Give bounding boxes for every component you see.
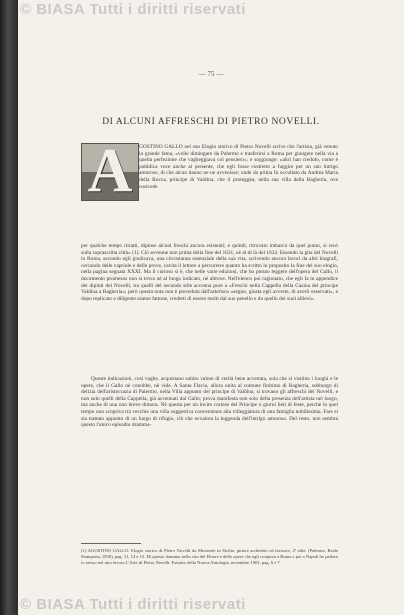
article-heading: DI ALCUNI AFFRESCHI DI PIETRO NOVELLI. bbox=[102, 117, 320, 127]
watermark-top: © BIASA Tutti i diritti riservati bbox=[20, 1, 246, 18]
decorated-initial bbox=[81, 143, 139, 201]
paragraph-intro: GOSTINO GALLO nel suo Elogio storico di Pietro Novelli scrive che l'artista, già venuto in grande fama, «volle dimingare da Palermo e trasferirsi a Roma per giungere nella via a quella perfezione che vagheggiava col pensiero»; e soggiunge: «altri han creduto, come è pubblica voce anche al presente, che egli fosse costretto a fuggire per un suo intrigo amoroso, di che alcun danno ne ne avvenisse; onde da prima fu occultato da Andrea Maria della Rocca, principe di Valdina, che il proteggea, nella sua villa della Bagheria, ove cosicede bbox=[139, 144, 338, 190]
page-number: — 75 — bbox=[198, 70, 224, 78]
paragraph-continuation: per qualche tempo ritratti, dipinse alcuni freschi ancora esistenti; e quindi, ritrovato imbarco da quel punto, si recò sulla soprascritta città» (1). Ciò avvenne non prima della fine del 1631, nè al di là del 1632. Essendo la gita del Novelli in Roma, secondo egli giudicava, una circostanza essenziale della sua vita, scrivendo ancora lavori da altri biografi, cercando delle capriole e delle prove, cavita il lettore a percorrere quanto ha scritto in proposito la fine del suo elogio, nella pagina segnata XXXI. Ma il curioso si è, che nelle varie edizioni, che ho potuto leggere dell'opera del Gallo, il documento promesso non si trova nè al luogo indicato, nè altrove. Nell'elenco poi ragionato, che egli fa in appendice dei dipinti del Novelli, tra quelli del secondo stile accenna pure a «Freschi nella Cappella della Casina del principe Valdina a Bagheria»; però questa nota non è preceduta dall'asterisco «segno, giusta egli avverte, di averli osservati», e dopo replicato e diligente esame fattone, credetti di essere molti dal suo penello e da quello dei suoi allievi». bbox=[81, 243, 338, 302]
paragraph-second: Queste indicazioni, così vaghe, acquistano subito valore di verità bene accertata, sola che si visitino i luoghi e le opere, che il Gallo nè conobbe, nè vide. A Santa Flavia, allora unita al comune finitimo di Bagheria, sobborgo di delizia dell'aristocrazia di Palermo, nella Villa appunto del principe di Valdina, si trovano gli affreschi del Novelli, e non solo quelli della Cappella, già accennati dal Gallo; prova manifesta non solo della presenza dell'artista nel luogo, ma anche di una non breve dimora. Nè questa per un invito cortese del Principe o giorni lieti di feste, perchè in quel tempo non scopriva tra vecchie una villa suggestiva convenienze alla villeggiatura di una famiglia nobilissima. Fare si sia trattato appunto di un luogo di rifugio, ciò che avvalora la leggenda dell'intrigo amoroso. Del resto, non sembra questo l'unico episodio dramma- bbox=[81, 376, 338, 429]
watermark-bottom: © BIASA Tutti i diritti riservati bbox=[20, 596, 246, 613]
initial-letter: A bbox=[87, 143, 133, 201]
footnote: (1) AGOSTINO GALLO. Elogio storico di Pietro Novelli da Monreale in Sicilia, pittore architetto ed incisore, 2ª ediz. (Palermo, Reale Stamperia, 1830), pag. 11, 14 e 15. Di questo dramma nella vita del Pittore e delle opere che egli compiva a Roma e poi a Napoli ho parlato io stesso nel mio lavoro L'Arte di Pietro Novelli. Estratto della Nuova Antologia, novembre 1901, pag. 6 e 7. bbox=[81, 548, 338, 565]
book-page bbox=[18, 0, 404, 615]
footnote-divider bbox=[81, 543, 141, 544]
binding-edge bbox=[0, 0, 18, 615]
